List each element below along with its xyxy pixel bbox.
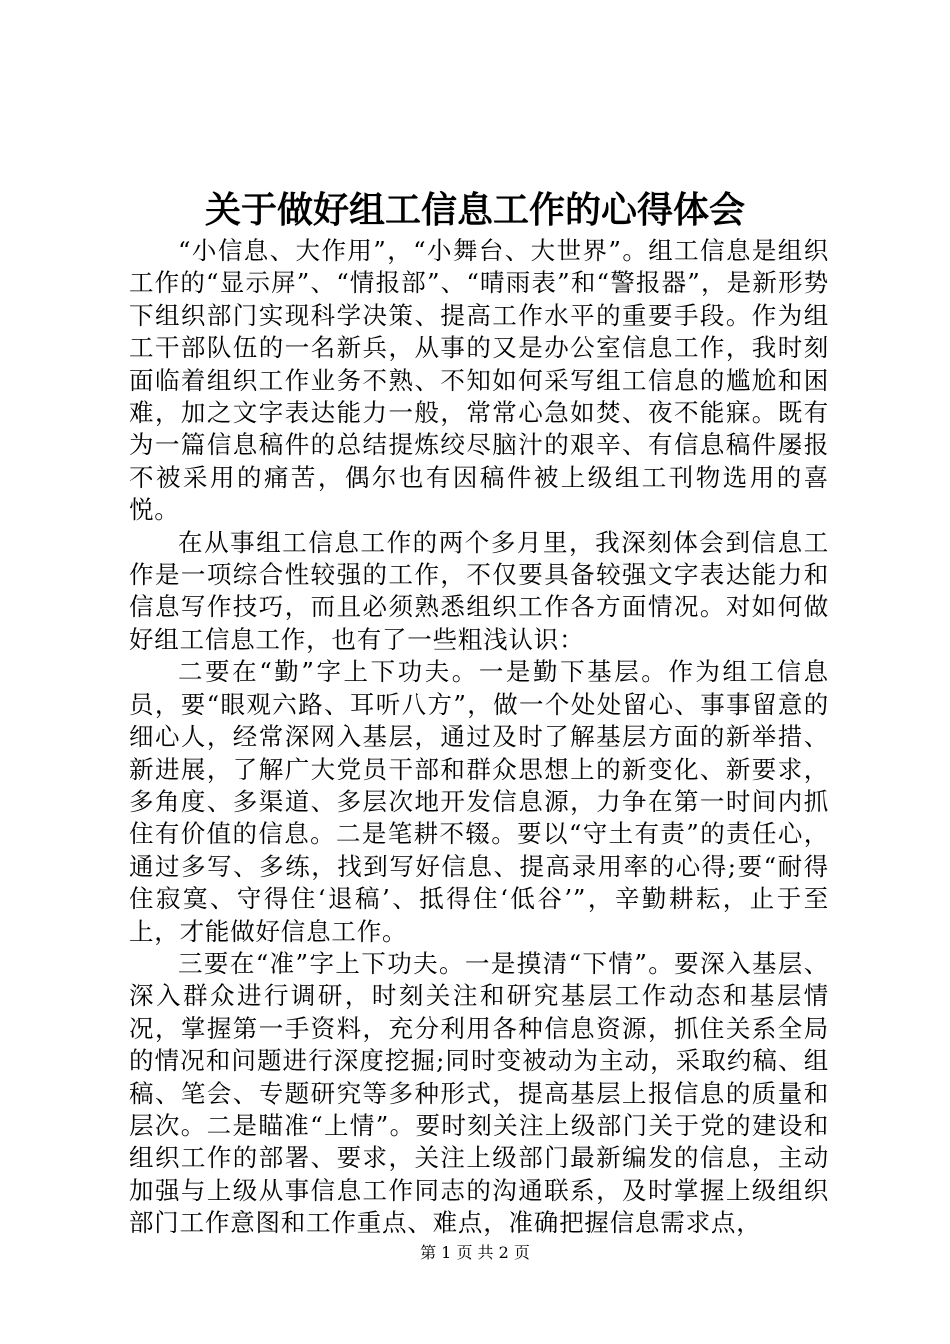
document-title: 关于做好组工信息工作的心得体会	[204, 189, 745, 231]
paragraph: 在从事组工信息工作的两个多月里，我深刻体会到信息工作是一项综合性较强的工作，不仅要具备较强文字表达能力和信息写作技巧，而且必须熟悉组织工作各方面情况。对如何做好组工信息工作，也有了一些粗浅认识：	[129, 527, 829, 654]
paragraph: 二要在“勤”字上下功夫。一是勤下基层。作为组工信息员，要“眼观六路、耳听八方”，做一个处处留心、事事留意的细心人，经常深网入基层，通过及时了解基层方面的新举措、新进展，了解广大党员干部和群众思想上的新变化、新要求，多角度、多渠道、多层次地开发信息源，力争在第一时间内抓住有价值的信息。二是笔耕不辍。要以“守土有责”的责任心，通过多写、多练，找到写好信息、提高录用率的心得;要“耐得住寂寞、守得住‘退稿’、抵得住‘低谷’”，辛勤耕耘，止于至上，才能做好信息工作。	[129, 657, 829, 946]
paragraph: 三要在“准”字上下功夫。一是摸清“下情”。要深入基层、深入群众进行调研，时刻关注和研究基层工作动态和基层情况，掌握第一手资料，充分利用各种信息资源，抓住关系全局的情况和问题进行深度挖掘;同时变被动为主动，采取约稿、组稿、笔会、专题研究等多种形式，提高基层上报信息的质量和层次。二是瞄准“上情”。要时刻关注上级部门关于党的建设和组织工作的部署、要求，关注上级部门最新编发的信息，主动加强与上级从事信息工作同志的沟通联系，及时掌握上级组织部门工作意图和工作重点、难点，准确把握信息需求点，	[129, 948, 829, 1238]
paragraph: “小信息、大作用”，“小舞台、大世界”。组工信息是组织工作的“显示屏”、“情报部”、“晴雨表”和“警报器”，是新形势下组织部门实现科学决策、提高工作水平的重要手段。作为组工干部队伍的一名新兵，从事的又是办公室信息工作，我时刻面临着组织工作业务不熟、不知如何采写组工信息的尴尬和困难，加之文字表达能力一般，常常心急如焚、夜不能寐。既有为一篇信息稿件的总结提炼绞尽脑汁的艰辛、有信息稿件屡报不被采用的痛苦，偶尔也有因稿件被上级组工刊物选用的喜悦。	[129, 236, 829, 525]
document-body	[129, 235, 829, 1240]
page-number-footer: 第 1 页 共 2 页	[420, 1243, 530, 1262]
